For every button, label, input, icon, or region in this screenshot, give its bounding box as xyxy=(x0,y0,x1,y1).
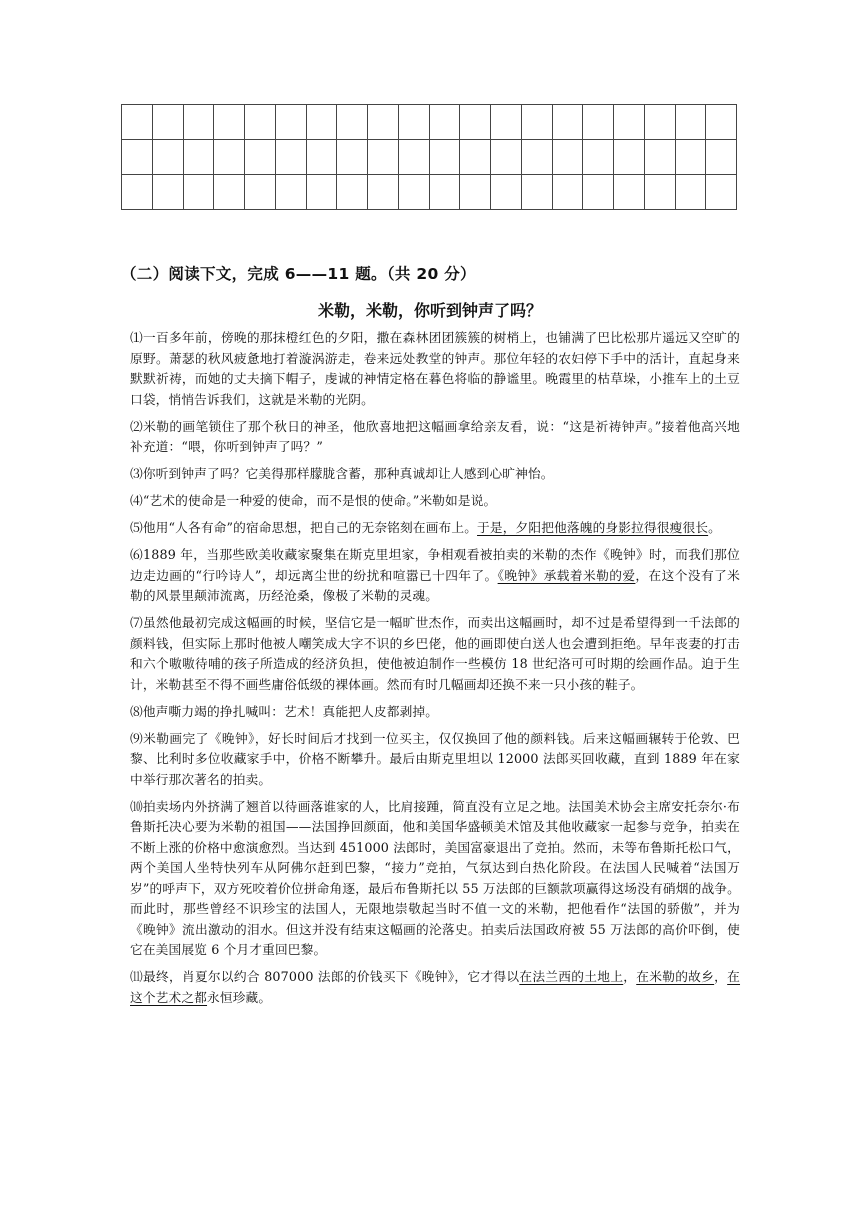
grid-cell xyxy=(398,105,429,140)
grid-cell xyxy=(614,175,645,210)
grid-cell xyxy=(368,105,399,140)
grid-cell xyxy=(275,140,306,175)
grid-cell xyxy=(122,140,153,175)
grid-cell xyxy=(275,175,306,210)
paragraph-text: ⑺虽然他最初完成这幅画的时候，坚信它是一幅旷世杰作，而卖出这幅画时，却不过是希望得到一千法郎的颜料钱，但实际上那时他被人嘲笑成大字不识的乡巴佬，他的画即使白送人也会遭到拒绝。早年丧妻的打击和六个嗷嗷待哺的孩子所造成的经济负担，使他被迫制作一些模仿 18 世纪洛可可时期的绘画作品。迫于生计，米勒甚至不得不画些庸俗低级的裸体画。然而有时几幅画却还换不来一只小孩的鞋子。 xyxy=(130,615,740,692)
section-heading: （二）阅读下文，完成 6——11 题。（共 20 分） xyxy=(121,265,476,283)
underlined-text: 《晚钟》承载着米勒的爱 xyxy=(497,567,636,583)
grid-cell xyxy=(460,140,491,175)
grid-cell xyxy=(583,140,614,175)
paragraph xyxy=(130,797,740,961)
grid-cell xyxy=(552,140,583,175)
paragraph-text: ，在这个没有了米勒的风景里颠沛流离，历经沧桑，像极了米勒的灵魂。 xyxy=(130,567,740,603)
grid-cell xyxy=(460,175,491,210)
grid-cell xyxy=(644,105,675,140)
grid-cell xyxy=(337,105,368,140)
paragraph xyxy=(130,545,740,607)
grid-cell xyxy=(614,140,645,175)
paragraph-text: 永恒珍藏。 xyxy=(207,989,272,1005)
underlined-text: 在这个艺术之都 xyxy=(130,969,741,1005)
grid-cell xyxy=(214,140,245,175)
grid-cell xyxy=(368,140,399,175)
grid-cell xyxy=(122,105,153,140)
grid-cell xyxy=(552,105,583,140)
grid-cell xyxy=(214,175,245,210)
paragraph xyxy=(130,464,740,485)
grid-cell xyxy=(521,175,552,210)
paragraph xyxy=(130,967,740,1008)
grid-cell xyxy=(152,140,183,175)
grid-cell xyxy=(521,105,552,140)
grid-cell xyxy=(706,105,737,140)
grid-cell xyxy=(152,105,183,140)
grid-cell xyxy=(552,175,583,210)
writing-grid xyxy=(121,104,737,210)
grid-cell xyxy=(122,175,153,210)
grid-cell xyxy=(675,140,706,175)
grid-row xyxy=(122,175,737,210)
grid-cell xyxy=(460,105,491,140)
grid-cell xyxy=(491,175,522,210)
paragraph-text: ⑵米勒的画笔锁住了那个秋日的神圣，他欣喜地把这幅画拿给亲友看，说：“这是祈祷钟声。”接着他高兴地补充道：“喂，你听到钟声了吗？” xyxy=(130,418,740,454)
paragraph xyxy=(130,328,740,410)
grid-cell xyxy=(306,140,337,175)
grid-cell xyxy=(214,105,245,140)
grid-cell xyxy=(245,140,276,175)
grid-cell xyxy=(675,175,706,210)
paragraph-text: ， xyxy=(714,969,728,984)
paragraph xyxy=(130,491,740,512)
grid-cell xyxy=(337,140,368,175)
paragraph xyxy=(130,518,740,539)
paragraph-text: ⑻他声嘶力竭的挣扎喊叫：艺术！真能把人皮都剥掉。 xyxy=(130,703,439,719)
paragraph-text: ⑸他用“人各有命”的宿命思想，把自己的无奈铭刻在画布上。 xyxy=(130,520,478,535)
underlined-text: 在法兰西的土地上 xyxy=(519,969,624,984)
paragraph-text: ⑼米勒画完了《晚钟》，好长时间后才找到一位买主，仅仅换回了他的颜料钱。后来这幅画辗转于伦敦、巴黎、比利时多位收藏家手中，价格不断攀升。最后由斯克里坦以 12000 法郎买回收藏，直到 1889 年在家中举行那次著名的拍卖。 xyxy=(130,730,740,787)
grid-cell xyxy=(491,140,522,175)
paragraph-text: ⑷“艺术的使命是一种爱的使命，而不是恨的使命。”米勒如是说。 xyxy=(130,493,497,508)
grid-cell xyxy=(152,175,183,210)
grid-row xyxy=(122,140,737,175)
grid-cell xyxy=(398,175,429,210)
article-body xyxy=(130,328,740,1015)
grid-cell xyxy=(644,140,675,175)
paragraph-text: 。 xyxy=(708,520,721,535)
grid-cell xyxy=(245,105,276,140)
grid-cell xyxy=(614,105,645,140)
paragraph-text: ⑶你听到钟声了吗？它美得那样朦胧含蓄，那种真诚却让人感到心旷神怡。 xyxy=(130,466,554,481)
paragraph xyxy=(130,729,740,791)
paragraph-text: ， xyxy=(623,969,637,984)
grid-cell xyxy=(306,175,337,210)
grid-cell xyxy=(398,140,429,175)
grid-cell xyxy=(306,105,337,140)
grid-cell xyxy=(706,140,737,175)
paragraph xyxy=(130,702,740,723)
paragraph xyxy=(130,417,740,458)
paragraph xyxy=(130,613,740,695)
paragraph-text: ⑹1889 年，当那些欧美收藏家聚集在斯克里坦家，争相观看被拍卖的米勒的杰作《晚钟》时，而我们那位边走边画的“行吟诗人”，却远离尘世的纷扰和喧嚣已十四年了。 xyxy=(130,547,740,583)
grid-cell xyxy=(706,175,737,210)
grid-cell xyxy=(368,175,399,210)
grid-cell xyxy=(675,105,706,140)
paragraph-text: ⑾最终，肖夏尔以约合 807000 法郎的价钱买下《晚钟》，它才得以 xyxy=(130,969,520,984)
grid-cell xyxy=(337,175,368,210)
grid-cell xyxy=(644,175,675,210)
grid-cell xyxy=(429,175,460,210)
grid-cell xyxy=(583,105,614,140)
grid-cell xyxy=(491,105,522,140)
underlined-text: 在米勒的故乡 xyxy=(636,969,715,984)
underlined-text: 于是，夕阳把他落魄的身影拉得很瘦很长 xyxy=(477,520,709,535)
paragraph-text: ⑴一百多年前，傍晚的那抹橙红色的夕阳，撒在森林团团簇簇的树梢上，也铺满了巴比松那片遥远又空旷的原野。萧瑟的秋风疲惫地打着漩涡游走，卷来远处教堂的钟声。那位年轻的农妇停下手中的活计，直起身来默默祈祷，而她的丈夫摘下帽子，虔诚的神情定格在暮色将临的静谧里。晚霞里的枯草垛，小推车上的土豆口袋，悄悄告诉我们，这就是米勒的光阴。 xyxy=(130,330,740,407)
grid-cell xyxy=(275,105,306,140)
grid-cell xyxy=(183,175,214,210)
grid-cell xyxy=(429,140,460,175)
grid-cell xyxy=(521,140,552,175)
paragraph-text: ⑽拍卖场内外挤满了翘首以待画落谁家的人，比肩接踵，简直没有立足之地。法国美术协会主席安托奈尔·布鲁斯托决心要为米勒的祖国——法国挣回颜面，他和美国华盛顿美术馆及其他收藏家一起参与竞争，拍卖在不断上涨的价格中愈演愈烈。当达到 451000 法郎时，美国富豪退出了竞拍。然而，未等布鲁斯托松口气，两个美国人坐特快列车从阿佛尔赶到巴黎，“接力”竞拍，气氛达到白热化阶段。在法国人民喊着“法国万岁”的呼声下，双方死咬着价位拼命角逐，最后布鲁斯托以 55 万法郎的巨额款项赢得这场没有硝烟的战争。而此时，那些曾经不识珍宝的法国人，无限地崇敬起当时不值一文的米勒，把他看作“法国的骄傲”，并为《晚钟》流出激动的泪水。但这并没有结束这幅画的沦落史。拍卖后法国政府被 55 万法郎的高价吓倒，使它在美国展览 6 个月才重回巴黎。 xyxy=(130,798,740,957)
grid-cell xyxy=(245,175,276,210)
grid-cell xyxy=(583,175,614,210)
grid-row xyxy=(122,105,737,140)
grid-cell xyxy=(429,105,460,140)
grid-cell xyxy=(183,105,214,140)
grid-cell xyxy=(183,140,214,175)
article-title: 米勒，米勒，你听到钟声了吗？ xyxy=(317,301,542,320)
